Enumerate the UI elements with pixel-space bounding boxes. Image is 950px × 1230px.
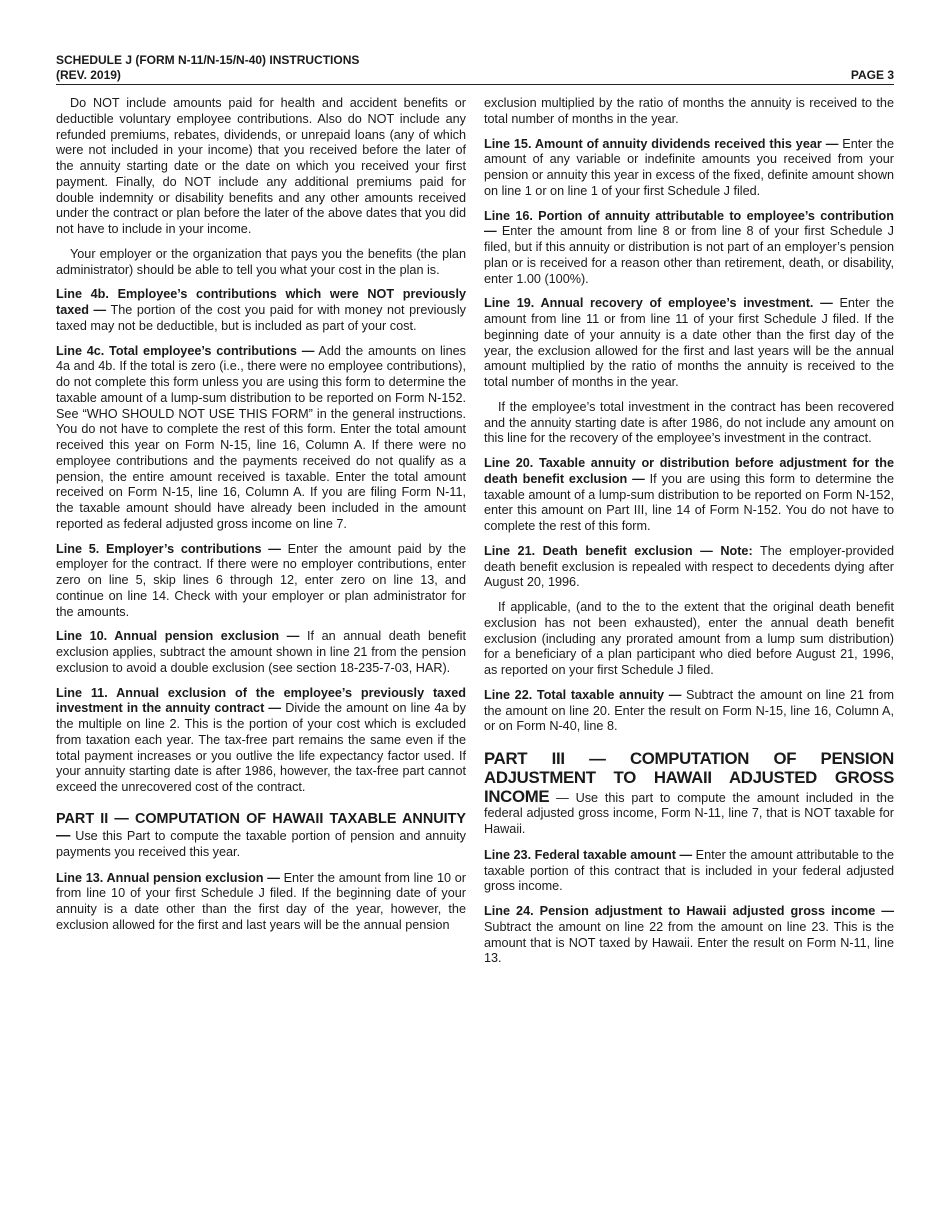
- form-revision: (REV. 2019): [56, 68, 121, 82]
- part-3-section: [484, 750, 894, 838]
- line-10-instruction: [56, 629, 466, 676]
- part-2-text: Use this Part to compute the taxable portion of pension and annuity payments you received this year.: [56, 828, 466, 859]
- part-2-heading: PART II — COMPUTATION OF HAWAII TAXABLE ANNUITY —: [56, 810, 466, 844]
- line-24-instruction: [484, 904, 894, 967]
- header-form-title: [56, 53, 359, 83]
- line-22-text: Subtract the amount on line 21 from the amount on line 20. Enter the result on Form N-15, line 16, Column A, or on Form N-40, line 8.: [484, 687, 894, 734]
- line-4b-heading: Line 4b. Employee’s contributions which were NOT previously taxed —: [56, 287, 466, 317]
- line-10-heading: Line 10. Annual pension exclusion —: [56, 629, 300, 644]
- part-3-text: — Use this part to compute the amount included in the federal adjusted gross income, Form N-11, line 7, that is NOT taxable for Hawaii.: [484, 790, 894, 836]
- line-13-heading: Line 13. Annual pension exclusion —: [56, 870, 280, 885]
- line-16-instruction: [484, 209, 894, 288]
- line-13-continuation: exclusion multiplied by the ratio of months the annuity is received to the total number of months in the year.: [484, 96, 894, 126]
- line-22-instruction: [484, 688, 894, 735]
- part-3-heading: PART III — COMPUTATION OF PENSION ADJUSTMENT TO HAWAII ADJUSTED GROSS INCOME: [484, 749, 894, 806]
- line-5-heading: Line 5. Employer’s contributions —: [56, 541, 281, 556]
- line-20-instruction: [484, 456, 894, 535]
- line-23-text: Enter the amount attributable to the taxable portion of this contract that is included in your federal adjusted gross income.: [484, 847, 894, 894]
- line-16-text: Enter the amount from line 8 or from line 8 of your first Schedule J filed, but if this annuity or distribution is not part of an employer’s pension plan or is received for a reason other than retirement, death, or disability, enter 1.00 (100%).: [484, 224, 894, 286]
- line-4b-instruction: [56, 287, 466, 334]
- line-16-heading: Line 16. Portion of annuity attributable to employee’s contribution —: [484, 208, 894, 239]
- page-header: [56, 53, 894, 85]
- line-4b-text: The portion of the cost you paid for with money not previously taxed may not be deductible, but is included as part of your cost.: [56, 303, 466, 333]
- part-2-section: [56, 811, 466, 861]
- line-15-text: Enter the amount of any variable or indefinite amounts you received from your pension or annuity this year in excess of the fixed, definite amount shown on line 1 or on line 1 of your first Schedule J filed.: [484, 136, 894, 198]
- line-21-note: If applicable, (and to the to the extent that the original death benefit exclusion has not been exhausted), enter the annual death benefit exclusion (including any prorated amount from a lump sum distribution) for a beneficiary of a plan participant who died before August 21, 1996, as reported on your first Schedule J filed.: [484, 600, 894, 677]
- line-24-text: Subtract the amount on line 22 from the amount on line 23. This is the amount that is NOT taxed by Hawaii. Enter the result on Form N-11, line 13.: [484, 919, 894, 966]
- intro-paragraph: Do NOT include amounts paid for health and accident benefits or deductible voluntary employee contributions. Also do NOT include any refunded premiums, rebates, dividends, or unrepaid loans (any of which were not included in your income) that you received before the later of the annuity starting date or the date on which you received your first payment. Finally, do NOT include any additional premiums paid for double indemnity or disability benefits and any other amounts received under the contract or plan before the later of the above dates that you did not have to include in your income.: [56, 96, 466, 236]
- line-4c-heading: Line 4c. Total employee’s contributions —: [56, 343, 315, 358]
- line-21-text: The employer-provided death benefit exclusion is repealed with respect to decedents dying after August 20, 1996.: [484, 543, 894, 590]
- line-15-instruction: [484, 137, 894, 200]
- page-number: PAGE 3: [850, 68, 894, 82]
- line-19-text: Enter the amount from line 11 or from line 11 of your first Schedule J filed. If the beginning date of your annuity is a date other than the first day of the year, the exclusion allowed for the first and last years will be the annual amount multiplied by the ratio of months the annuity is received to the total number of months in the year.: [484, 296, 894, 389]
- line-20-text: If you are using this form to determine the taxable amount of a lump-sum distribution to be reported on Form N-152, enter this amount on Part III, line 14 of Form N-152. You do not have to complete the rest of this form.: [484, 471, 894, 533]
- line-11-heading: Line 11. Annual exclusion of the employee’s previously taxed investment in the annuity contract —: [56, 685, 466, 716]
- line-19-note: If the employee’s total investment in the contract has been recovered and the annuity starting date is after 1986, do not include any amount on this line for the recovery of the employee’s investment in the contract.: [484, 399, 894, 446]
- line-11-instruction: [56, 686, 466, 796]
- line-19-instruction: [484, 296, 894, 391]
- line-4c-instruction: [56, 344, 466, 533]
- line-11-text: Divide the amount on line 4a by the multiple on line 2. This is the portion of your cost which is excluded from taxation each year. The tax-free part remains the same even if the total payment increases or you outlive the life expectancy factor used. If your annuity starting date is after 1986, however, the tax-free part cannot exceed the unrecovered cost of the contract.: [56, 701, 467, 794]
- line-23-heading: Line 23. Federal taxable amount —: [484, 847, 693, 862]
- left-column: [56, 96, 466, 943]
- line-20-heading: Line 20. Taxable annuity or distribution before adjustment for the death benefit exclusion —: [484, 456, 894, 486]
- line-19-heading: Line 19. Annual recovery of employee’s investment. —: [484, 296, 833, 311]
- right-column: [484, 96, 894, 976]
- line-21-instruction: [484, 544, 894, 591]
- plan-administrator-paragraph: Your employer or the organization that pays you the benefits (the plan administrator) should be able to tell you what your cost in the plan is.: [56, 246, 466, 277]
- line-23-instruction: [484, 848, 894, 895]
- line-21-heading: Line 21. Death benefit exclusion — Note:: [484, 543, 753, 558]
- line-4c-text: Add the amounts on lines 4a and 4b. If the total is zero (i.e., there were no employee contributions), do not complete this form unless you are using this form to determine the taxable amount of a lump-sum distribution to be reported on Form N-152. See “WHO SHOULD NOT USE THIS FORM” in the general instructions. You do not have to complete the rest of this form. Enter the total amount received this year on Form N-15, line 16, Column A. If there were no employee contributions and the payments received do not qualify as a pension, the entire amount received is taxable. Enter the total amount received on Form N-15, line 16, Column A. If you are filing Form N-11, the taxable amount should have already been included in the amount reported as federal adjusted gross income on line 7.: [56, 343, 466, 531]
- line-5-text: Enter the amount paid by the employer for the contract. If there were no employer contributions, enter zero on line 5, skip lines 6 through 12, enter zero on line 13, and continue on line 14. Check with your employer or plan administrator for the amounts.: [56, 541, 466, 619]
- line-13-text: Enter the amount from line 10 or from line 10 of your first Schedule J filed. If the beginning date of your annuity is a date other than the first day of the year, however, the exclusion allowed for the first and last years will be the annual pension: [56, 870, 466, 932]
- line-5-instruction: [56, 542, 466, 621]
- line-10-text: If an annual death benefit exclusion applies, subtract the amount shown in line 21 from the pension exclusion to avoid a double exclusion (see section 18-235-7-03, HAR).: [56, 629, 466, 675]
- line-22-heading: Line 22. Total taxable annuity —: [484, 687, 682, 702]
- form-title: SCHEDULE J (FORM N-11/N-15/N-40) INSTRUCTIONS: [56, 53, 360, 67]
- line-24-heading: Line 24. Pension adjustment to Hawaii adjusted gross income —: [484, 904, 894, 918]
- line-13-instruction: [56, 871, 466, 934]
- line-15-heading: Line 15. Amount of annuity dividends received this year —: [484, 136, 839, 151]
